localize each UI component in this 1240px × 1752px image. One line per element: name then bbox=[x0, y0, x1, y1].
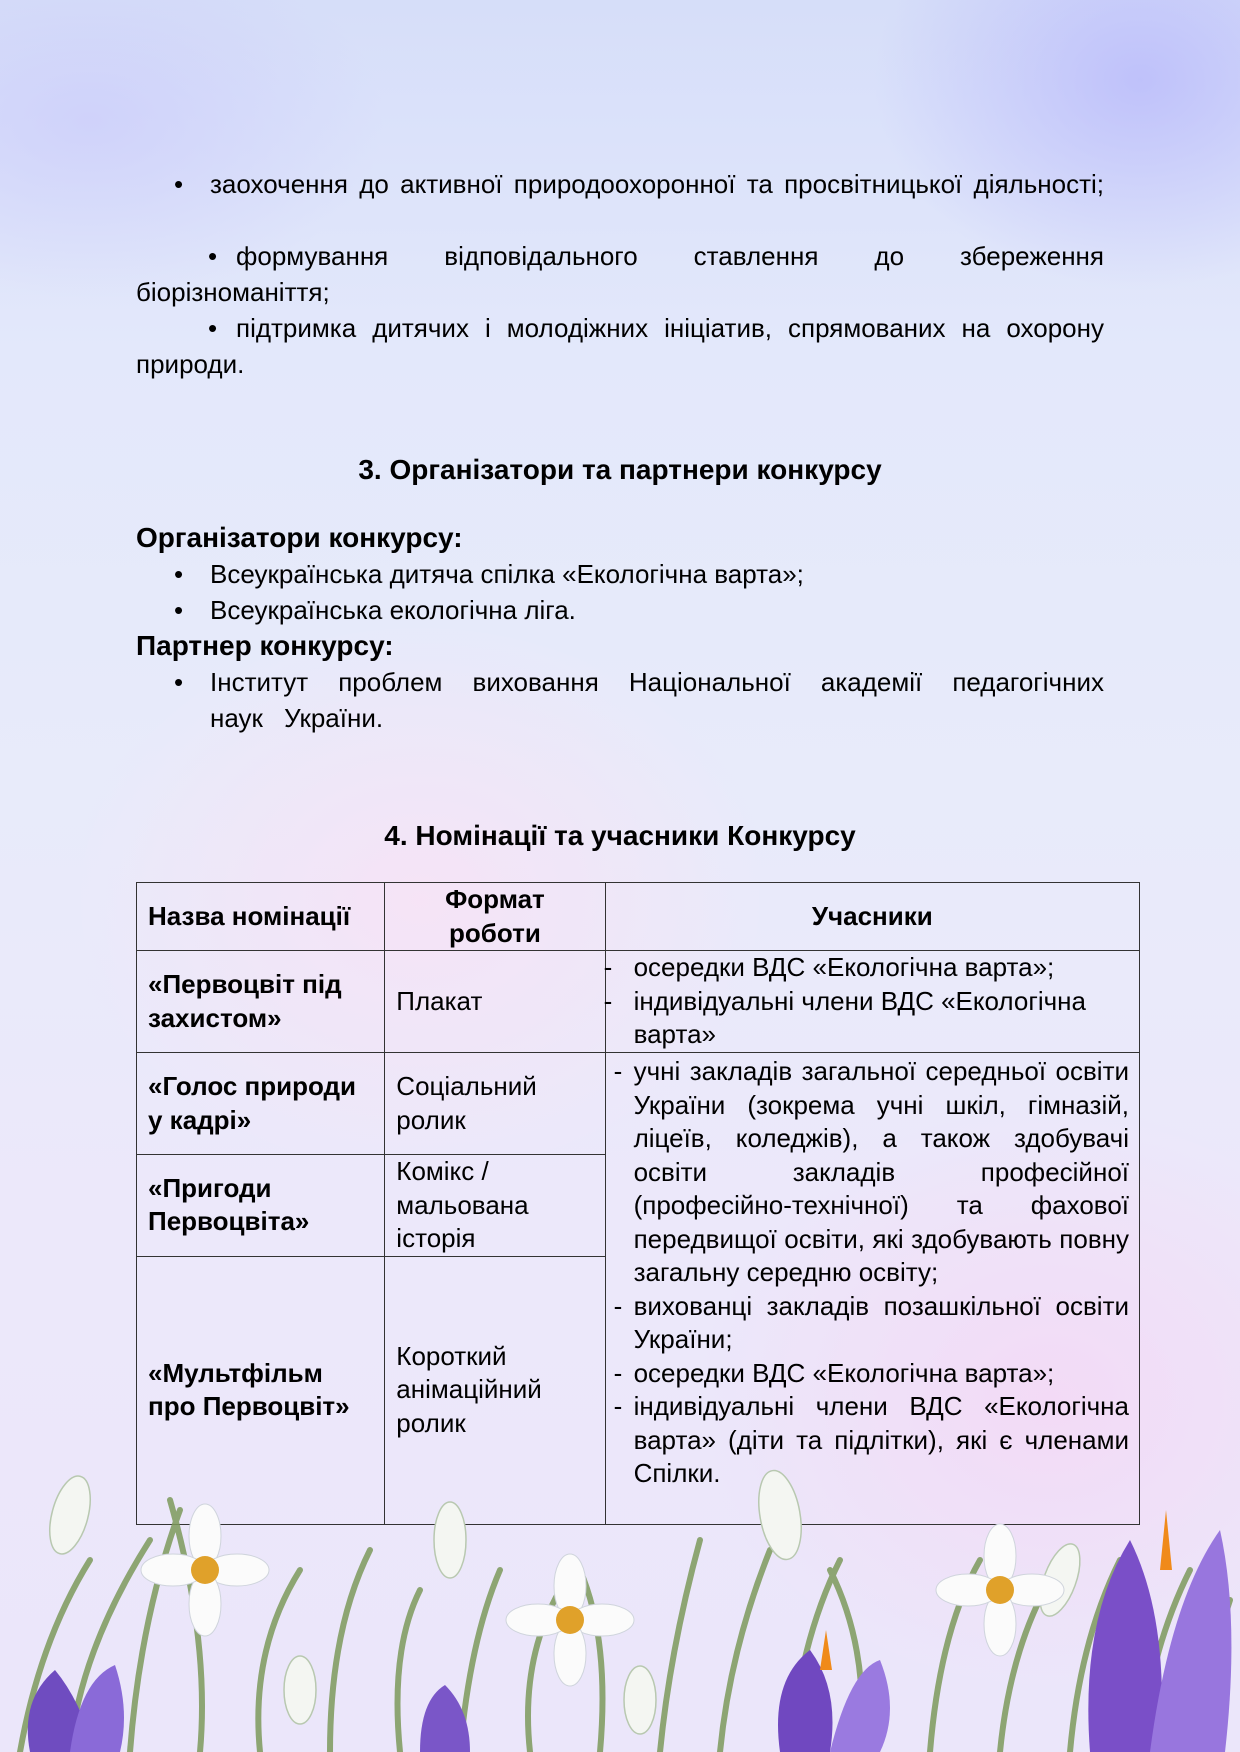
participant-text: вихованці закладів позашкільної освіти України; bbox=[633, 1290, 1129, 1354]
participant-text: учні закладів загальної середньої освіти України (зокрема учні шкіл, гімназій, ліцеїв, коледжів), а також здобувачі освіти закладів професійної (професійно-технічної) та фахової передвищої освіти, які здобувають повну загальну середню освіту; bbox=[633, 1056, 1129, 1287]
dash-icon: - bbox=[613, 1056, 623, 1086]
section-4-heading: 4. Номінації та учасники Конкурсу bbox=[384, 820, 856, 851]
intro-bullet-3-text: підтримка дитячих і молодіжних ініціатив, спрямованих на охорону природи. bbox=[136, 313, 1104, 379]
partner-text: Інститут проблем виховання Національної академії педагогічних наук України. bbox=[210, 667, 1104, 733]
intro-bullet-2-text: формування відповідального ставлення до збереження біорізноманіття; bbox=[136, 241, 1104, 307]
header-nomination-name: Назва номінації bbox=[137, 883, 385, 951]
grass-leaves bbox=[20, 1500, 1230, 1752]
participant-item bbox=[606, 1390, 1129, 1491]
participant-item bbox=[603, 951, 1129, 985]
nomination-name: «Пригоди Первоцвіта» bbox=[137, 1155, 385, 1257]
organizer-text: Всеукраїнська екологічна ліга. bbox=[210, 595, 576, 625]
nomination-format: Соціальний ролик bbox=[385, 1053, 605, 1155]
bullet-icon: • bbox=[174, 595, 184, 625]
header-participants: Учасники bbox=[605, 883, 1139, 951]
dash-icon: - bbox=[613, 1357, 623, 1388]
participant-text: індивідуальні члени ВДС «Екологічна варта» bbox=[633, 985, 1086, 1050]
participant-text: індивідуальні члени ВДС «Екологічна варта» (діти та підлітки), які є членами Спілки. bbox=[633, 1391, 1129, 1488]
nominations-table bbox=[136, 882, 1140, 1525]
header-work-format: Формат роботи bbox=[385, 883, 605, 951]
intro-bullet-1 bbox=[174, 166, 1104, 202]
nomination-format: Плакат bbox=[385, 951, 605, 1053]
participants-cell-2 bbox=[605, 1053, 1139, 1525]
table-row bbox=[137, 1053, 1140, 1155]
dash-icon: - bbox=[603, 985, 613, 1016]
partner-label: Партнер конкурсу: bbox=[136, 630, 394, 661]
participant-item bbox=[606, 1290, 1129, 1357]
bullet-icon: • bbox=[208, 241, 218, 271]
bullet-icon: • bbox=[174, 169, 184, 199]
participant-item bbox=[606, 1357, 1129, 1391]
organizer-item bbox=[174, 592, 1104, 628]
intro-bullet-2 bbox=[136, 238, 1104, 310]
nomination-name: «Мультфільм про Первоцвіт» bbox=[137, 1256, 385, 1524]
partner-item bbox=[174, 664, 1104, 736]
intro-bullet-1-text: заохочення до активної природоохоронної та просвітницької діяльності; bbox=[210, 169, 1104, 199]
narcissus-flowers bbox=[141, 1504, 1064, 1686]
participant-item bbox=[606, 1055, 1129, 1290]
table-header-row bbox=[137, 883, 1140, 951]
organizers-label: Організатори конкурсу: bbox=[136, 522, 463, 553]
dash-icon: - bbox=[603, 952, 613, 983]
nomination-name: «Первоцвіт під захистом» bbox=[137, 951, 385, 1053]
participant-item bbox=[603, 985, 1129, 1052]
participant-text: осередки ВДС «Екологічна варта»; bbox=[633, 1357, 1055, 1388]
participants-list-1 bbox=[603, 951, 1129, 1052]
nomination-format: Короткий анімаційний ролик bbox=[385, 1256, 605, 1524]
crocus-flowers bbox=[28, 1510, 1232, 1752]
nomination-format: Комікс / мальована історія bbox=[385, 1155, 605, 1257]
organizer-text: Всеукраїнська дитяча спілка «Екологічна варта»; bbox=[210, 559, 804, 589]
dash-icon: - bbox=[613, 1290, 623, 1321]
bullet-icon: • bbox=[208, 313, 218, 343]
organizer-item bbox=[174, 556, 1104, 592]
participants-list-2 bbox=[606, 1055, 1129, 1491]
dash-icon: - bbox=[613, 1391, 623, 1421]
participant-text: осередки ВДС «Екологічна варта»; bbox=[633, 952, 1055, 983]
intro-bullet-3 bbox=[136, 310, 1104, 382]
table-row bbox=[137, 951, 1140, 1053]
participants-cell-1 bbox=[605, 951, 1139, 1053]
section-3-heading: 3. Організатори та партнери конкурсу bbox=[358, 454, 882, 485]
bullet-icon: • bbox=[174, 667, 184, 697]
bullet-icon: • bbox=[174, 559, 184, 589]
nomination-name: «Голос природи у кадрі» bbox=[137, 1053, 385, 1155]
